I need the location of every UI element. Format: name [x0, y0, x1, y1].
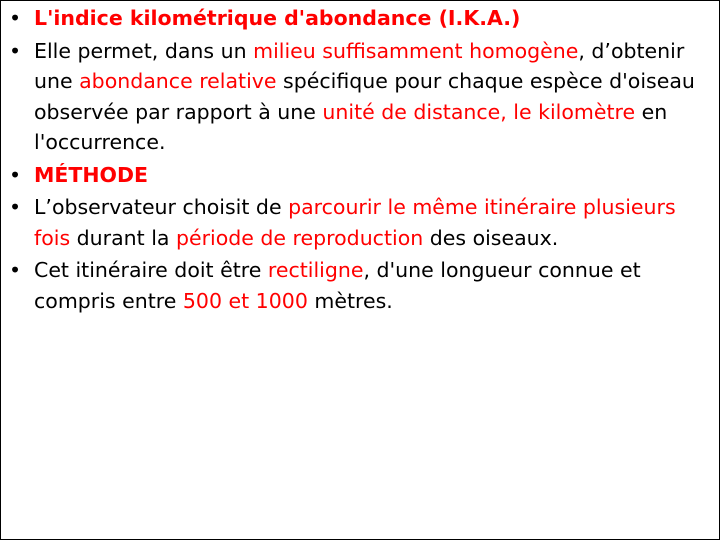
highlight-segment: milieu suffisamment homogène	[253, 38, 579, 63]
bullet-item-definition	[9, 36, 715, 158]
highlight-segment: rectiligne	[267, 258, 364, 282]
highlight-segment: parcourir le même itinéraire plusieurs fois	[34, 195, 676, 250]
highlight-segment: abondance relative	[79, 69, 277, 93]
bullet-item-itinerary	[9, 255, 715, 316]
text-segment: , d’obtenir une	[34, 38, 685, 93]
bullet-item-observer	[9, 192, 715, 253]
text-segment: , d'une longueur connue et compris entre	[34, 258, 641, 313]
highlight-segment: unité de distance, le kilomètre	[322, 99, 636, 124]
bullet-item-title	[9, 3, 715, 34]
bullet-list	[9, 3, 715, 318]
bullet-item-method-heading	[9, 160, 715, 191]
text-segment: Elle permet, dans un	[34, 38, 254, 63]
text-segment: spécifique pour chaque espèce d'oiseau observée par rapport à une	[34, 69, 695, 124]
text-segment: L’observateur choisit de	[34, 195, 289, 219]
text-segment: durant la	[70, 225, 176, 250]
text-segment: des oiseaux.	[423, 225, 559, 250]
text-segment: Cet itinéraire doit être	[34, 258, 268, 282]
bullet-dot: •	[9, 6, 22, 30]
bullet-dot: •	[9, 258, 22, 282]
text-segment: en l'occurrence.	[34, 99, 668, 154]
bullet-dot: •	[9, 38, 22, 63]
bullet-dot: •	[9, 162, 22, 187]
highlight-segment: 500 et 1000	[182, 288, 308, 313]
text-segment: mètres.	[307, 288, 393, 313]
bullet-dot: •	[9, 195, 22, 219]
heading-methode: MÉTHODE	[34, 162, 148, 187]
heading-ika: L'indice kilométrique d'abondance (I.K.A.)	[34, 6, 521, 30]
highlight-segment: période de reproduction	[175, 225, 424, 250]
